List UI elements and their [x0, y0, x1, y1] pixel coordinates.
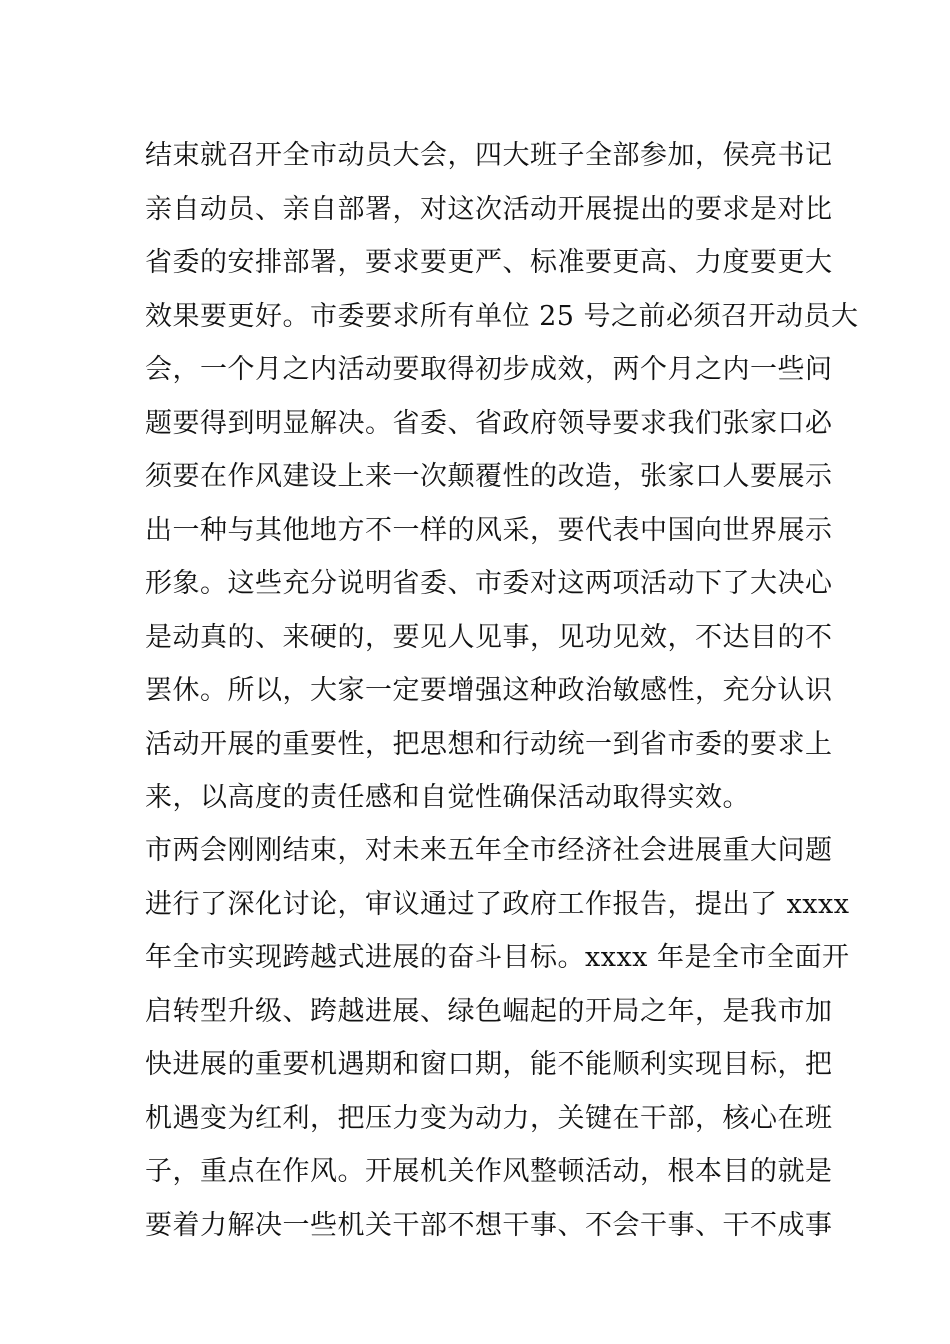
text-line: 形象。这些充分说明省委、市委对这两项活动下了大决心: [145, 568, 833, 599]
text-line: 机遇变为红利，把压力变为动力，关键在干部，核心在班: [145, 1102, 833, 1134]
text-line: 要着力解决一些机关干部不想干事、不会干事、干不成事: [145, 1209, 833, 1241]
text-line: 市两会刚刚结束，对未来五年全市经济社会进展重大问题: [145, 835, 833, 866]
text-line: 进行了深化讨论，审议通过了政府工作报告，提出了 xxxx: [145, 888, 850, 920]
text-line: 罢休。所以，大家一定要增强这种政治敏感性，充分认识: [145, 675, 833, 706]
text-line: 结束就召开全市动员大会，四大班子全部参加，侯亮书记: [145, 140, 833, 171]
text-line: 会，一个月之内活动要取得初步成效，两个月之内一些问: [145, 354, 833, 385]
text-line: 子，重点在作风。开展机关作风整顿活动，根本目的就是: [145, 1156, 833, 1187]
text-line: 年全市实现跨越式进展的奋斗目标。xxxx 年是全市全面开: [145, 942, 850, 973]
paragraph-2: [145, 824, 850, 1252]
text-line: 题要得到明显解决。省委、省政府领导要求我们张家口必: [145, 407, 833, 439]
text-line: 须要在作风建设上来一次颠覆性的改造，张家口人要展示: [145, 461, 833, 492]
text-line: 来，以高度的责任感和自觉性确保活动取得实效。: [145, 782, 750, 813]
text-line: 是动真的、来硬的，要见人见事，见功见效，不达目的不: [145, 621, 833, 653]
text-line: 效果要更好。市委要求所有单位 25 号之前必须召开动员大: [145, 300, 859, 332]
text-line: 省委的安排部署，要求要更严、标准要更高、力度要更大: [145, 247, 833, 278]
text-line: 亲自动员、亲自部署，对这次活动开展提出的要求是对比: [145, 193, 833, 225]
text-line: 启转型升级、跨越进展、绿色崛起的开局之年，是我市加: [145, 995, 833, 1027]
text-line: 快进展的重要机遇期和窗口期，能不能顺利实现目标，把: [145, 1049, 833, 1080]
text-line: 活动开展的重要性，把思想和行动统一到省市委的要求上: [145, 728, 833, 760]
paragraph-1: [145, 129, 859, 825]
text-line: 出一种与其他地方不一样的风采，要代表中国向世界展示: [145, 514, 833, 546]
